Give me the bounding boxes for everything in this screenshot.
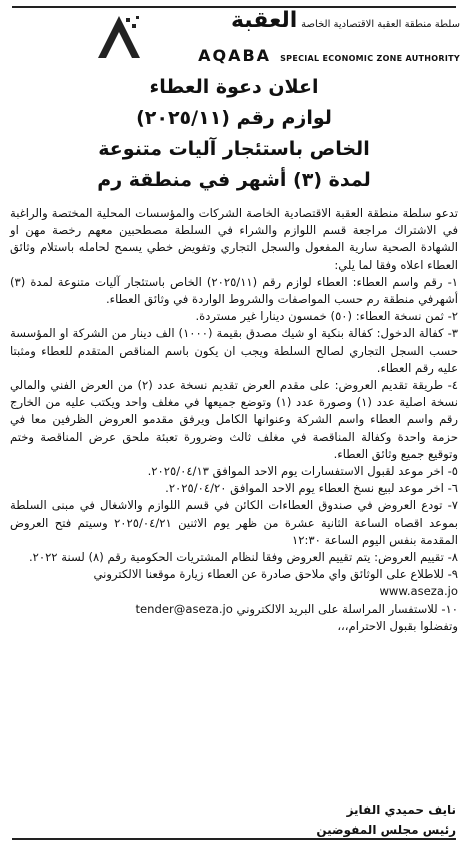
signature-block [316, 800, 456, 840]
intro-paragraph: تدعو سلطة منطقة العقبة الاقتصادية الخاصة الشركات والمؤسسات المحلية المختصة والراغبة في الاشتراك مراجعة قسم اللوازم والشراء في السلطة مصطحبين معهم رخصة مهن او الشهادة الصحية سارية المفعول والسجل التجاري وتفويض خطي يسمح لحامله باستلام وثائق العطاء اعلاه وفقا لما يلي: [10, 206, 458, 272]
list-item-email[interactable]: ١٠- للاستفسار المراسلة على البريد الالكتروني tender@aseza.jo [135, 601, 458, 616]
list-item: ٢- ثمن نسخة العطاء: (٥٠) خمسون دينارا غير مستردة. [195, 309, 458, 324]
announcement-titles [20, 72, 448, 196]
list-item: ٩- للاطلاع على الوثائق واي ملاحق صادرة عن العطاء زيارة موقعنا الالكتروني [93, 567, 458, 582]
title-line-1: اعلان دعوة العطاء [149, 76, 319, 98]
authority-name-ar: سلطة منطقة العقبة الاقتصادية الخاصة [301, 19, 460, 30]
closing-line: وتفضلوا بقبول الاحترام،،، [337, 618, 458, 633]
list-item: ٣- كفالة الدخول: كفالة بنكية او شيك مصدق بقيمة (١٠٠٠) الف دينار من الشركة او المؤسسة حسب السجل التجاري لصالح السلطة ويجب ان يكون باسم المناقص المتقدم للعطاء ومثبتا عليه رقم العطاء. [10, 326, 459, 375]
header [0, 10, 468, 68]
title-line-2: لوازم رقم (٢٠٢٥/١١) [136, 107, 332, 129]
brand-ar: العقبة [230, 8, 298, 33]
aqaba-logo-icon [96, 14, 142, 60]
website-link[interactable]: www.aseza.jo [379, 584, 458, 599]
title-line-3: الخاص باستئجار آليات متنوعة [98, 138, 370, 160]
list-item: ٦- اخر موعد لبيع نسخ العطاء يوم الاحد الموافق ٢٠٢٥/٠٤/٢٠. [165, 481, 458, 496]
brand-en: AQABA [198, 46, 272, 65]
logo-english [140, 46, 460, 65]
announcement-body [10, 205, 458, 635]
authority-name-en: SPECIAL ECONOMIC ZONE AUTHORITY [280, 54, 460, 63]
signatory-name: نايف حميدي الفايز [346, 803, 456, 817]
list-item: ٥- اخر موعد لقبول الاستفسارات يوم الاحد الموافق ٢٠٢٥/٠٤/١٣. [147, 464, 458, 479]
signatory-title: رئيس مجلس المفوضين [316, 823, 456, 837]
title-line-4: لمدة (٣) أشهر في منطقة رم [97, 169, 371, 191]
list-item: ٨- تقييم العروض: يتم تقييم العروض وفقا لنظام المشتريات الحكومية رقم (٨) لسنة ٢٠٢٢. [28, 550, 458, 565]
logo-arabic [140, 8, 460, 33]
bottom-rule [12, 838, 456, 840]
list-item: ٧- تودع العروض في صندوق العطاءات الكائن في قسم اللوازم والاشغال في مبنى السلطة بموعد اقصاه الساعة الثانية عشرة من ظهر يوم الاثنين ٢٠٢٥/٠٤/٢١ وسيتم فتح العروض المقدمة بنفس اليوم الساعة ١٢:٣٠ [10, 498, 458, 547]
list-item: ٤- طريقة تقديم العروض: على مقدم العرض تقديم نسخة عدد (٢) من العرض الفني والمالي نسخة اصلية عدد (١) وصورة عدد (١) وتوضع جميعها في مغلف واحد ويكتب عليه من الخارج رقم واسم العطاء واسم الشركة وعنوانها الكامل ويرفق مقدمو العروض الظرفين معا في حزمة واحدة وكفالة المناقصة في مغلف ثالث وضرورة تعبئة ملحق عرض المناقصة وختم وتوقيع جميع وثائق العطاء. [10, 378, 459, 461]
list-item: ١- رقم واسم العطاء: العطاء لوازم رقم (٢٠٢٥/١١) الخاص باستئجار آليات متنوعة لمدة (٣) أشهرفي منطقة رم حسب المواصفات والشروط الواردة في وثائق العطاء. [10, 274, 458, 307]
